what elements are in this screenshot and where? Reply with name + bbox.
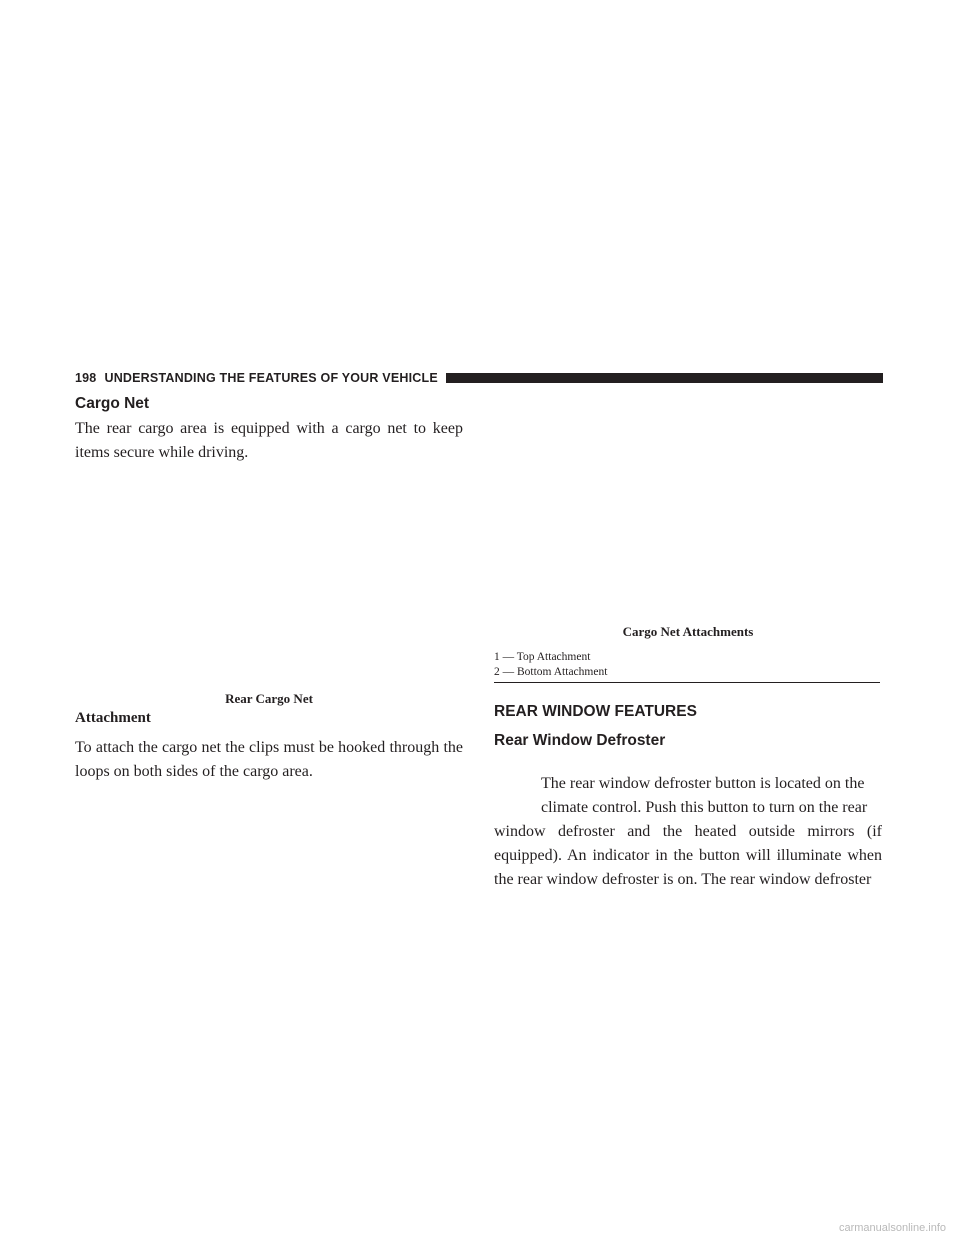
rear-window-defroster-heading: Rear Window Defroster bbox=[494, 732, 666, 749]
defroster-paragraph-indented-line: The rear window defroster button is located on the bbox=[541, 775, 865, 792]
defroster-paragraph: window defroster and the heated outside mirrors (if equipped). An indicator in the button will illuminate when the rear window defroster is on. The rear window defroster bbox=[494, 823, 882, 888]
cargo-net-paragraph: The rear cargo area is equipped with a cargo net to keep items secure while driving. bbox=[75, 420, 463, 461]
watermark: carmanualsonline.info bbox=[838, 1222, 946, 1234]
header-rule bbox=[446, 373, 883, 383]
rear-defroster-icon bbox=[494, 768, 538, 812]
legend-item: 1 — Top Attachment bbox=[494, 651, 591, 663]
section-title: UNDERSTANDING THE FEATURES OF YOUR VEHICLE bbox=[104, 371, 438, 385]
attachment-heading: Attachment bbox=[75, 710, 151, 726]
cargo-net-heading: Cargo Net bbox=[75, 395, 150, 412]
rear-cargo-net-figure bbox=[75, 472, 463, 684]
figure-legend bbox=[494, 650, 607, 680]
running-header bbox=[75, 370, 883, 386]
page-number: 198 bbox=[75, 371, 97, 385]
cargo-net-attachments-caption: Cargo Net Attachments bbox=[622, 624, 754, 639]
rear-cargo-net-caption: Rear Cargo Net bbox=[225, 691, 313, 706]
cargo-net-attachments-figure bbox=[494, 400, 882, 615]
rear-window-features-heading: REAR WINDOW FEATURES bbox=[494, 703, 697, 720]
defroster-paragraph-indented-line: climate control. Push this button to turn on the rear bbox=[541, 799, 868, 816]
legend-item: 2 — Bottom Attachment bbox=[494, 666, 608, 678]
figure-rule bbox=[494, 682, 880, 683]
attachment-paragraph: To attach the cargo net the clips must be hooked through the loops on both sides of the cargo area. bbox=[75, 739, 463, 780]
